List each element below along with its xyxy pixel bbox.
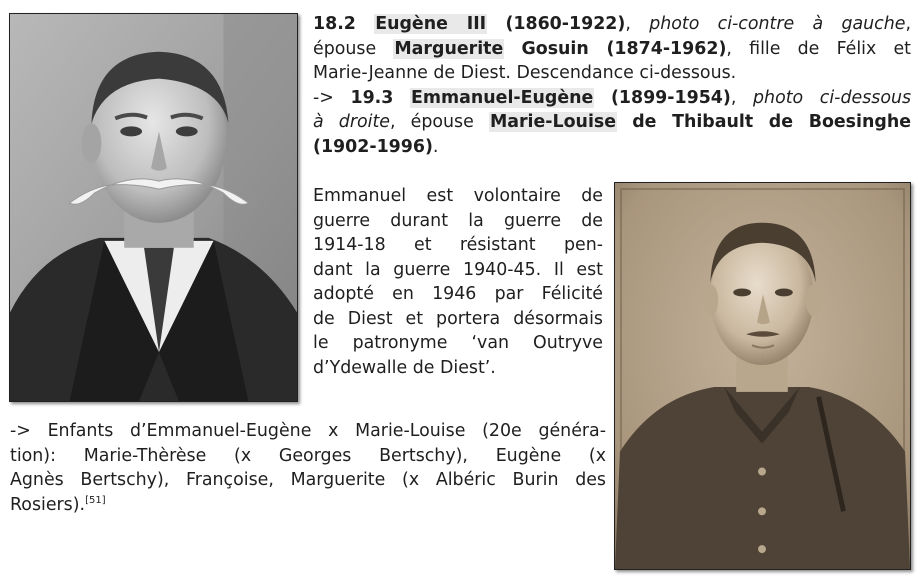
portrait-illustration	[10, 14, 297, 401]
text-line: guerre durant la guerre de	[313, 210, 603, 231]
generation-number: 18.2	[313, 14, 356, 34]
person-name-marie-louise: Marie-Louise	[489, 112, 617, 132]
text-line: d’Ydewalle de Diest’.	[313, 357, 496, 378]
photo-reference: photo ci-contre à gauche	[649, 14, 906, 34]
person-dates: (1902-1996)	[313, 136, 433, 157]
text-segment: épouse	[313, 38, 377, 59]
person-name-marguerite: Marguerite	[394, 38, 504, 59]
text-line: 1914-18 et résistant pen-	[313, 235, 603, 255]
text-line: adopté en 1946 par Félicité	[313, 284, 603, 304]
text-line	[313, 37, 911, 62]
text-line	[313, 110, 911, 135]
text-line: le patronyme ‘van Outryve	[313, 333, 603, 353]
text-segment: , fille de Félix et	[726, 38, 911, 59]
portrait-illustration-sepia	[615, 183, 910, 569]
person-name-eugene-iii: Eugène III	[375, 14, 487, 34]
person-name-thibault: de Thibault de Boesinghe	[632, 112, 912, 132]
person-name-emmanuel-eugene: Emmanuel-Eugène	[411, 87, 594, 108]
text-line	[313, 135, 911, 160]
arrow-marker: ->	[313, 87, 334, 108]
text-segment: , épouse	[389, 112, 474, 132]
paragraph-generation-18	[313, 12, 911, 159]
text-segment: Rosiers).	[10, 494, 86, 515]
text-line: de Diest et portera désormais	[313, 308, 603, 329]
text-line	[10, 493, 606, 518]
portrait-photo-emmanuel-eugene	[614, 182, 911, 570]
person-dates: (1860-1922)	[505, 14, 626, 34]
footnote-reference[interactable]: [51]	[85, 494, 106, 506]
text-line: Agnès Bertschy), Françoise, Marguerite (x Albéric Burin des	[10, 470, 606, 490]
text-line: Emmanuel est volontaire de	[313, 186, 603, 206]
separator: ,	[905, 14, 911, 34]
photo-reference: à droite	[313, 112, 390, 132]
text-line: -> Enfants d’Emmanuel-Eugène x Marie-Louise (20e généra-	[10, 421, 606, 441]
paragraph-emmanuel-biography	[313, 184, 603, 380]
text-line: dant la guerre 1940-45. Il est	[313, 259, 603, 280]
separator: ,	[625, 14, 631, 34]
text-line	[313, 86, 911, 111]
text-line: Marie-Jeanne de Diest. Descendance ci-dessous.	[313, 63, 737, 83]
person-name-gosuin: Gosuin (1874-1962)	[521, 38, 727, 59]
photo-reference: photo ci-dessous	[753, 87, 912, 108]
text-line	[313, 12, 911, 37]
separator: .	[432, 136, 439, 157]
text-line: tion): Marie-Thèrèse (x Georges Bertschy), Eugène (x	[10, 445, 606, 466]
person-dates: (1899-1954)	[610, 87, 731, 108]
separator: ,	[730, 87, 737, 108]
generation-number: 19.3	[350, 87, 394, 108]
paragraph-children	[10, 419, 606, 517]
portrait-photo-eugene-iii	[9, 13, 298, 402]
